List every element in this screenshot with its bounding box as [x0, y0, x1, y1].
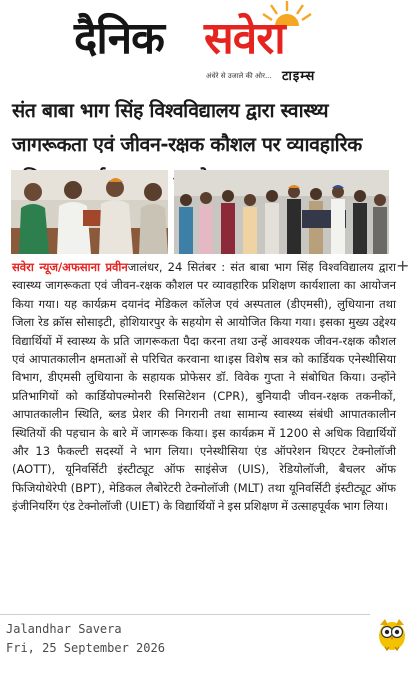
article-text: जालंधर, 24 सितंबर : संत बाबा भाग सिंह विश्वविद्यालय द्वारा स्वास्थ्य जागरूकता एवं जीवन-रक्षक कौशल पर व्यावहारिक प्रशिक्षण कार्यशाला का आयोजन किया गया। यह कार्यक्रम दयानंद मेडिकल कॉलेज एवं अस्पताल (डीएमसी), लुधियाना तथा जिला रेड क्रॉस सोसाइटी, होशियारपुर के सहयोग से आयोजित किया गया। इसका मुख्य उद्देश्य विद्यार्थियों में स्वास्थ्य के प्रति जागरूकता पैदा करना तथा उन्हें आवश्यक जीवन-रक्षक कौशल एवं आपातकालीन क्षमताओं से परिचित करवाना था।इस विशेष सत्र को कार्डियक एनेस्थीसिया विभाग, डीएमसी लुधियाना के सहायक प्रोफेसर डॉ. विवेक गुप्ता ने संबोधित किया। उन्होंने प्रतिभागियों को कार्डियोपल्मोनरी रिससिटेशन (CPR), बुनियादी जीवन-रक्षक तकनीकों, आपातकालीन स्थिति, ब्लड प्रेशर की निगरानी तथा सामान्य स्वास्थ्य संबंधी आपातकालीन स्थितियों की पहचान के बारे में जागरूक किया। इस कार्यक्रम में 1200 से अधिक विद्यार्थियों और 13 फैकल्टी सदस्यों ने भाग लिया। एनेस्थीसिया एंड ऑपरेशन थिएटर टेक्नोलॉजी (AOTT), यूनिवर्सिटी इंस्टीट्यूट ऑफ साइंसेज (UIS), रेडियोलॉजी, बैचलर ऑफ फिजियोथेरेपी (BPT), मेडिकल लैबोरेटरी टेक्नोलॉजी (MLT) तथा यूनिवर्सिटी इंस्टीट्यूट ऑफ इंजीनियरिंग एंड टेक्नोलॉजी (UIET) के विद्यार्थियों ने इस प्रशिक्षण में उत्साहपूर्वक भाग लिया।: [12, 260, 396, 514]
masthead-name-red: सवेरा: [204, 13, 285, 64]
owl-icon: [377, 617, 407, 651]
photo-group-participants: [174, 170, 389, 254]
footer-date: Fri, 25 September 2026: [6, 641, 165, 655]
masthead-name-black: दैनिक: [74, 13, 164, 64]
photo-award-presentation: [11, 170, 168, 254]
article-byline: सवेरा न्यूज/अफसाना प्रवीन: [12, 260, 128, 274]
footer-divider: [0, 614, 370, 615]
footer-edition: Jalandhar Savera: [6, 622, 122, 636]
masthead-times: टाइम्स: [282, 69, 316, 84]
masthead-tagline: अंधेरे से उजाले की ओर...: [206, 72, 272, 80]
headline: संत बाबा भाग सिंह विश्वविद्यालय द्वारा स्वास्थ्य जागरूकता एवं जीवन-रक्षक कौशल पर व्यावहारिक: [12, 99, 362, 156]
masthead: [0, 0, 412, 86]
article-body: [12, 258, 396, 516]
plus-icon[interactable]: +: [396, 256, 410, 275]
